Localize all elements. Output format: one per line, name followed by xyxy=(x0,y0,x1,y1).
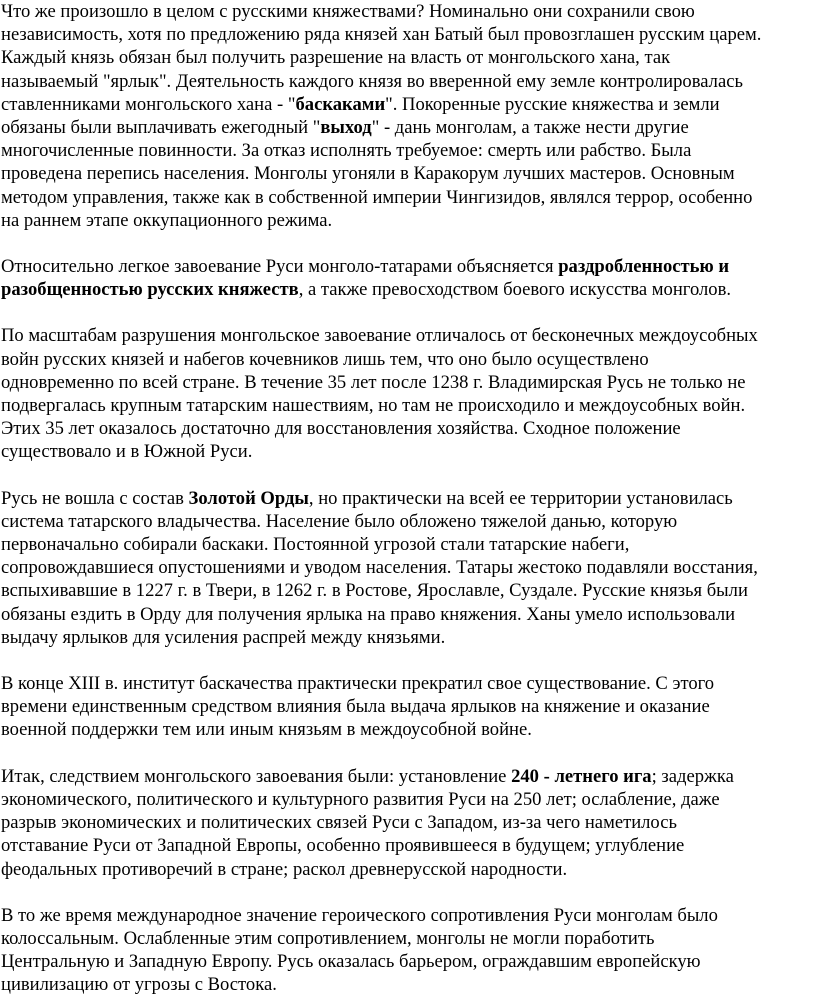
bold-term: разобщенностью русских княжеств xyxy=(1,279,299,301)
text-segment: одновременно по всей стране. В течение 35 лет после 1238 г. Владимирская Русь не только не xyxy=(1,371,746,393)
paragraph xyxy=(1,0,816,232)
text-line xyxy=(1,255,816,278)
bold-term: выход xyxy=(320,117,372,139)
text-segment: вспыхивавшие в 1227 г. в Твери, в 1262 г. в Ростове, Ярославле, Суздале. Русские князья были xyxy=(1,580,748,602)
text-segment: на раннем этапе оккупационного режима. xyxy=(1,209,333,231)
text-line xyxy=(1,626,816,649)
text-line xyxy=(1,858,816,881)
text-line xyxy=(1,788,816,811)
text-line xyxy=(1,718,816,741)
text-line xyxy=(1,487,816,510)
text-segment: " - дань монголам, а также нести другие xyxy=(371,117,689,139)
text-segment: Каждый князь обязан был получить разрешение на власть от монгольского хана, так xyxy=(1,47,671,69)
text-segment: Относительно легкое завоевание Руси монголо-татарами объясняется xyxy=(1,256,559,278)
text-segment: проведена перепись населения. Монголы угоняли в Каракорум лучших мастеров. Основным xyxy=(1,163,735,185)
text-segment: , но практически на всей ее территории установилась xyxy=(308,487,733,509)
text-line xyxy=(1,765,816,788)
text-line xyxy=(1,116,816,139)
text-line xyxy=(1,695,816,718)
paragraph xyxy=(1,487,816,649)
text-segment: цивилизацию от угрозы с Востока. xyxy=(1,974,277,996)
text-segment: независимость, хотя по предложению ряда князей хан Батый был провозглашен русским царем. xyxy=(1,24,762,46)
text-line xyxy=(1,417,816,440)
text-line xyxy=(1,70,816,93)
text-segment: существовало и в Южной Руси. xyxy=(1,441,253,463)
text-line xyxy=(1,209,816,232)
text-segment: выдачу ярлыков для усиления распрей между князьями. xyxy=(1,626,446,648)
text-segment: колоссальным. Ослабленные этим сопротивлением, монголы не могли поработить xyxy=(1,927,655,949)
text-segment: отставание Руси от Западной Европы, особенно проявившееся в будущем; углубление xyxy=(1,835,685,857)
paragraph xyxy=(1,765,816,881)
text-line xyxy=(1,46,816,69)
text-line xyxy=(1,93,816,116)
text-line xyxy=(1,533,816,556)
text-segment: методом управления, также как в собственной империи Чингизидов, являлся террор, особенно xyxy=(1,186,753,208)
text-line xyxy=(1,440,816,463)
text-line xyxy=(1,973,816,996)
text-line xyxy=(1,904,816,927)
text-segment: система татарского владычества. Население было обложено тяжелой данью, которую xyxy=(1,510,678,532)
text-line xyxy=(1,0,816,23)
text-segment: ; задержка xyxy=(651,765,734,787)
text-segment: войн русских князей и набегов кочевников лишь тем, что оно было осуществлено xyxy=(1,348,649,370)
text-segment: многочисленные повинности. За отказ исполнять требуемое: смерть или рабство. Была xyxy=(1,140,692,162)
text-line xyxy=(1,834,816,857)
text-segment: ставленниками монгольского хана - " xyxy=(1,93,296,115)
text-segment: первоначально собирали баскаки. Постоянной угрозой стали татарские набеги, xyxy=(1,534,630,556)
bold-term: Золотой Орды xyxy=(188,487,309,509)
bold-term: баскаками xyxy=(295,93,386,115)
text-line xyxy=(1,139,816,162)
text-line xyxy=(1,162,816,185)
text-segment: Что же произошло в целом с русскими княжествами? Номинально они сохранили свою xyxy=(1,1,695,22)
text-segment: По масштабам разрушения монгольское завоевание отличалось от бесконечных междоусобных xyxy=(1,325,758,347)
text-segment: феодальных противоречий в стране; раскол древнерусской народности. xyxy=(1,858,568,880)
text-line xyxy=(1,278,816,301)
text-segment: времени единственным средством влияния была выдача ярлыков на княжение и оказание xyxy=(1,696,710,718)
text-segment: ". Покоренные русские княжества и земли xyxy=(385,93,720,115)
text-segment: экономического, политического и культурного развития Руси на 250 лет; ослабление, даже xyxy=(1,788,720,810)
text-line xyxy=(1,927,816,950)
text-segment: подвергалась крупным татарским нашествиям, но там не происходило и междоусобных войн. xyxy=(1,395,746,417)
text-segment: называемый "ярлык". Деятельность каждого князя во вверенной ему земле контролировалась xyxy=(1,70,743,92)
text-segment: В то же время международное значение героического сопротивления Руси монголам было xyxy=(1,904,718,926)
text-segment: разрыв экономических и политических связей Руси с Западом, из-за чего наметилось xyxy=(1,812,677,834)
text-line xyxy=(1,672,816,695)
text-segment: обязаны ездить в Орду для получения ярлыка на право княжения. Ханы умело использовали xyxy=(1,603,736,625)
text-line xyxy=(1,394,816,417)
text-segment: Этих 35 лет оказалось достаточно для восстановления хозяйства. Сходное положение xyxy=(1,418,681,440)
text-line xyxy=(1,811,816,834)
paragraph xyxy=(1,324,816,463)
paragraph xyxy=(1,672,816,742)
bold-term: 240 - летнего ига xyxy=(511,765,652,787)
bold-term: раздробленностью и xyxy=(558,256,730,278)
text-line xyxy=(1,950,816,973)
text-segment: сопровождавшиеся опустошениями и уводом населения. Татары жестоко подавляли восстания, xyxy=(1,557,758,579)
text-line xyxy=(1,23,816,46)
paragraph xyxy=(1,904,816,997)
text-line xyxy=(1,579,816,602)
text-segment: Центральную и Западную Европу. Русь оказалась барьером, ограждавшим европейскую xyxy=(1,951,701,973)
text-line xyxy=(1,556,816,579)
text-segment: военной поддержки тем или иным князьям в междоусобной войне. xyxy=(1,719,532,741)
text-segment: , а также превосходством боевого искусства монголов. xyxy=(298,279,732,301)
paragraph xyxy=(1,255,816,301)
text-segment: В конце XIII в. институт баскачества практически прекратил свое существование. С этого xyxy=(1,673,715,695)
text-line xyxy=(1,348,816,371)
text-segment: Итак, следствием монгольского завоевания были: установление xyxy=(1,765,512,787)
text-line xyxy=(1,371,816,394)
text-line xyxy=(1,324,816,347)
text-segment: Русь не вошла с состав xyxy=(1,487,189,509)
text-line xyxy=(1,603,816,626)
text-line xyxy=(1,510,816,533)
text-segment: обязаны были выплачивать ежегодный " xyxy=(1,117,321,139)
text-line xyxy=(1,186,816,209)
